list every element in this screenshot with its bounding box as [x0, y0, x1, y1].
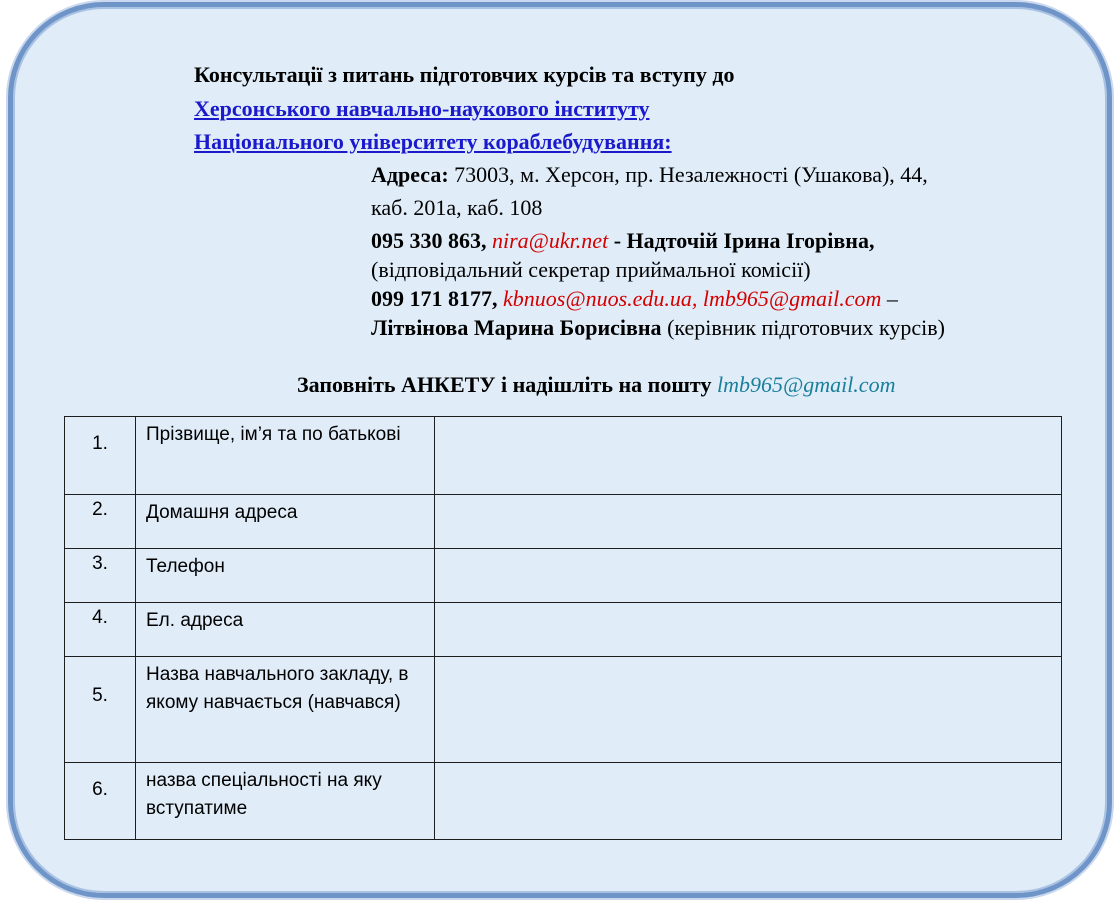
row-label: Ел. адреса	[136, 603, 435, 657]
address-label: Адреса:	[371, 162, 449, 187]
contact-1-email[interactable]: nira@ukr.net	[492, 228, 609, 253]
row-number: 5.	[92, 685, 108, 706]
table-row	[65, 603, 1062, 657]
row-number-cell	[65, 495, 136, 549]
cta-email[interactable]: lmb965@gmail.com	[716, 372, 896, 397]
row-number-cell	[65, 417, 136, 495]
contact-2-line	[371, 286, 898, 312]
address-line-2: каб. 201а, каб. 108	[371, 195, 543, 220]
table-row	[65, 763, 1062, 840]
row-label: Прізвище, ім’я та по батькові	[136, 417, 435, 495]
heading-line-1: Консультації з питань підготовчих курсів та вступу до	[194, 62, 735, 87]
table-row	[65, 657, 1062, 763]
row-number-cell	[65, 657, 136, 763]
contact-2-name-line	[371, 315, 945, 341]
row-number-cell	[65, 603, 136, 657]
row-number: 1.	[92, 433, 108, 454]
contact-2-phone: 099 171 8177,	[371, 286, 498, 311]
institute-link[interactable]: Херсонського навчально-наукового інституту	[194, 96, 650, 121]
cta-text: Заповніть АНКЕТУ і надішліть на пошту	[297, 372, 712, 397]
contact-2-dash: –	[886, 286, 898, 311]
table-row	[65, 495, 1062, 549]
row-number: 3.	[92, 553, 108, 574]
row-number-cell	[65, 763, 136, 840]
contact-1-role: (відповідальний секретар приймальної комісії)	[371, 257, 811, 282]
table-row	[65, 549, 1062, 603]
contact-1-phone: 095 330 863,	[371, 228, 487, 253]
contact-1-name: - Надточій Ірина Ігорівна,	[613, 228, 875, 253]
contact-2-name: Літвінова Марина Борисівна	[371, 315, 662, 340]
university-link[interactable]: Національного університету кораблебудування:	[194, 129, 672, 154]
row-number-cell	[65, 549, 136, 603]
row-label: Телефон	[136, 549, 435, 603]
row-number: 2.	[92, 499, 108, 520]
row-label: Домашня адреса	[136, 495, 435, 549]
row-value-field[interactable]	[435, 657, 1062, 763]
row-label: назва спеціальності на яку вступатиме	[136, 763, 435, 840]
contact-2-email-1[interactable]: kbnuos@nuos.edu.ua,	[503, 286, 698, 311]
application-form-table	[64, 416, 1062, 840]
row-label: Назва навчального закладу, в якому навчається (навчався)	[136, 657, 435, 763]
row-value-field[interactable]	[435, 549, 1062, 603]
contact-2-email-2[interactable]: lmb965@gmail.com	[702, 286, 882, 311]
row-value-field[interactable]	[435, 603, 1062, 657]
address-line	[371, 162, 928, 188]
row-value-field[interactable]	[435, 495, 1062, 549]
row-value-field[interactable]	[435, 763, 1062, 840]
table-row	[65, 417, 1062, 495]
row-number: 4.	[92, 607, 108, 628]
row-number: 6.	[92, 779, 108, 800]
row-value-field[interactable]	[435, 417, 1062, 495]
address-text: 73003, м. Херсон, пр. Незалежності (Ушакова), 44,	[454, 162, 928, 187]
contact-2-role: (керівник підготовчих курсів)	[667, 315, 945, 340]
contact-1-line	[371, 228, 874, 254]
cta-line	[297, 372, 895, 398]
